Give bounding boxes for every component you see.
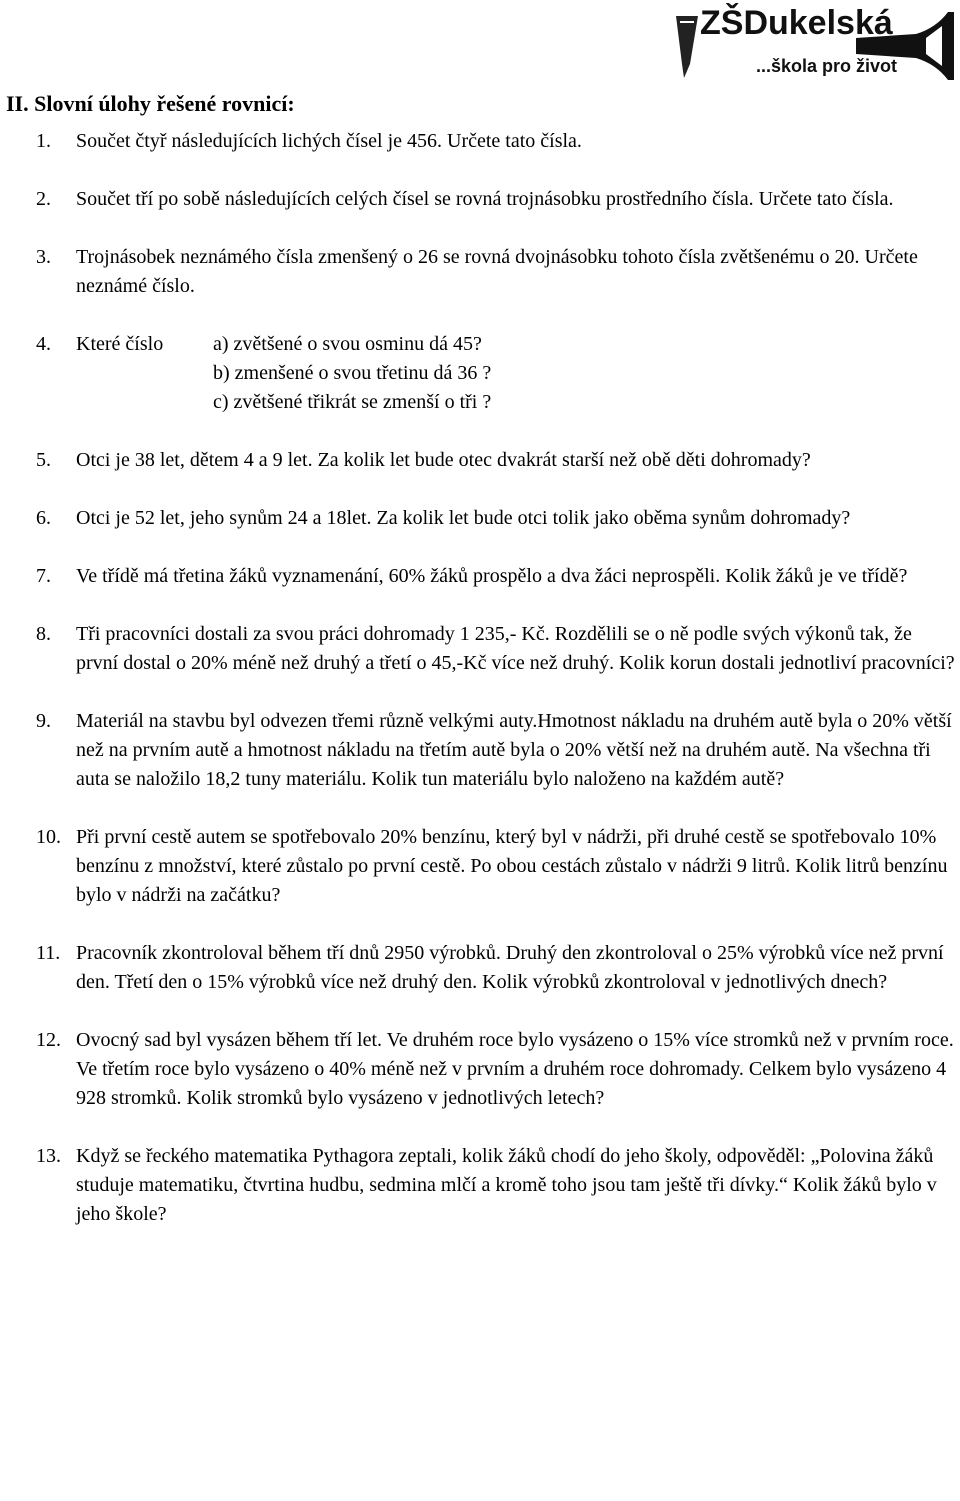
task-text: Pracovník zkontroloval během tří dnů 2950 výrobků. Druhý den zkontroloval o 25% výrobků více než první den. Třetí den o 15% výrobků více než druhý den. Kolik výrobků zkontroloval v jednotlivých dnech? bbox=[76, 942, 944, 993]
trumpet-icon bbox=[856, 8, 956, 84]
task-number: 8. bbox=[36, 623, 51, 645]
task-part-c: c) zvětšené třikrát se zmenší o tři ? bbox=[213, 391, 492, 413]
task-number: 13. bbox=[36, 1145, 61, 1167]
task-1 bbox=[0, 127, 958, 156]
task-text: Při první cestě autem se spotřebovalo 20% benzínu, který byl v nádrži, při druhé cestě se spotřebovalo 10% benzínu z množství, které zůstalo po první cestě. Po obou cestách zůstalo v nádrži 9 litrů. Kolik litrů benzínu bylo v nádrži na začátku? bbox=[76, 826, 948, 906]
task-9 bbox=[0, 707, 958, 794]
task-text: Otci je 52 let, jeho synům 24 a 18let. Za kolik let bude otci tolik jako oběma synům dohromady? bbox=[76, 507, 851, 529]
task-number: 9. bbox=[36, 710, 51, 732]
task-10 bbox=[0, 823, 958, 910]
task-number: 5. bbox=[36, 449, 51, 471]
task-7 bbox=[0, 562, 958, 591]
task-number: 6. bbox=[36, 507, 51, 529]
task-text: Materiál na stavbu byl odvezen třemi různě velkými auty.Hmotnost nákladu na druhém autě byla o 20% větší než na prvním autě a hmotnost nákladu na třetím autě byla o 20% větší než na druhém autě. Na všechna tři auta se naložilo 18,2 tuny materiálu. Kolik tun materiálu bylo naloženo na každém autě? bbox=[76, 710, 952, 790]
task-number: 12. bbox=[36, 1029, 61, 1051]
task-number: 3. bbox=[36, 246, 51, 268]
task-number: 10. bbox=[36, 826, 61, 848]
task-list bbox=[0, 127, 958, 1229]
task-text: Trojnásobek neznámého čísla zmenšený o 26 se rovná dvojnásobku tohoto čísla zvětšenému o 20. Určete neznámé číslo. bbox=[76, 246, 918, 297]
school-logo bbox=[660, 0, 960, 90]
task-3 bbox=[0, 243, 958, 301]
task-number: 1. bbox=[36, 130, 51, 152]
logo-tagline: ...škola pro život bbox=[756, 56, 898, 76]
task-lead: Které číslo bbox=[76, 333, 164, 355]
task-4 bbox=[0, 330, 958, 417]
logo-name: ZŠDukelská bbox=[700, 4, 893, 42]
task-6 bbox=[0, 504, 958, 533]
task-part-a: a) zvětšené o svou osminu dá 45? bbox=[213, 333, 482, 355]
task-text: Součet čtyř následujících lichých čísel je 456. Určete tato čísla. bbox=[76, 130, 582, 152]
task-number: 4. bbox=[36, 333, 51, 355]
task-8 bbox=[0, 620, 958, 678]
task-number: 11. bbox=[36, 942, 61, 964]
task-2 bbox=[0, 185, 958, 214]
task-text: Součet tří po sobě následujících celých čísel se rovná trojnásobku prostředního čísla. Určete tato čísla. bbox=[76, 188, 894, 210]
task-13 bbox=[0, 1142, 958, 1229]
task-12 bbox=[0, 1026, 958, 1113]
task-text: Otci je 38 let, dětem 4 a 9 let. Za kolik let bude otec dvakrát starší než obě děti dohromady? bbox=[76, 449, 811, 471]
task-text: Ovocný sad byl vysázen během tří let. Ve druhém roce bylo vysázeno o 15% více stromků než v prvním roce. Ve třetím roce bylo vysázeno o 40% méně než v prvním a druhém roce dohromady. Celkem bylo vysázeno 4 928 stromků. Kolik stromků bylo vysázeno v jednotlivých letech? bbox=[76, 1029, 954, 1109]
task-number: 7. bbox=[36, 565, 51, 587]
page-title: II. Slovní úlohy řešené rovnicí: bbox=[6, 91, 295, 116]
task-part-b: b) zmenšené o svou třetinu dá 36 ? bbox=[213, 362, 492, 384]
task-text: Ve třídě má třetina žáků vyznamenání, 60% žáků prospělo a dva žáci neprospěli. Kolik žáků je ve třídě? bbox=[76, 565, 908, 587]
task-11 bbox=[0, 939, 958, 997]
task-number: 2. bbox=[36, 188, 51, 210]
task-text: Když se řeckého matematika Pythagora zeptali, kolik žáků chodí do jeho školy, odpověděl: „Polovina žáků studuje matematiku, čtvrtina hudbu, sedmina mlčí a kromě toho jsou tam ještě tři dívky.“ Kolik žáků bylo v jeho škole? bbox=[76, 1145, 937, 1225]
task-5 bbox=[0, 446, 958, 475]
task-text: Tři pracovníci dostali za svou práci dohromady 1 235,- Kč. Rozdělili se o ně podle svých výkonů tak, že první dostal o 20% méně než druhý a třetí o 45,-Kč více než druhý. Kolik korun dostali jednotliví pracovníci? bbox=[76, 623, 955, 674]
